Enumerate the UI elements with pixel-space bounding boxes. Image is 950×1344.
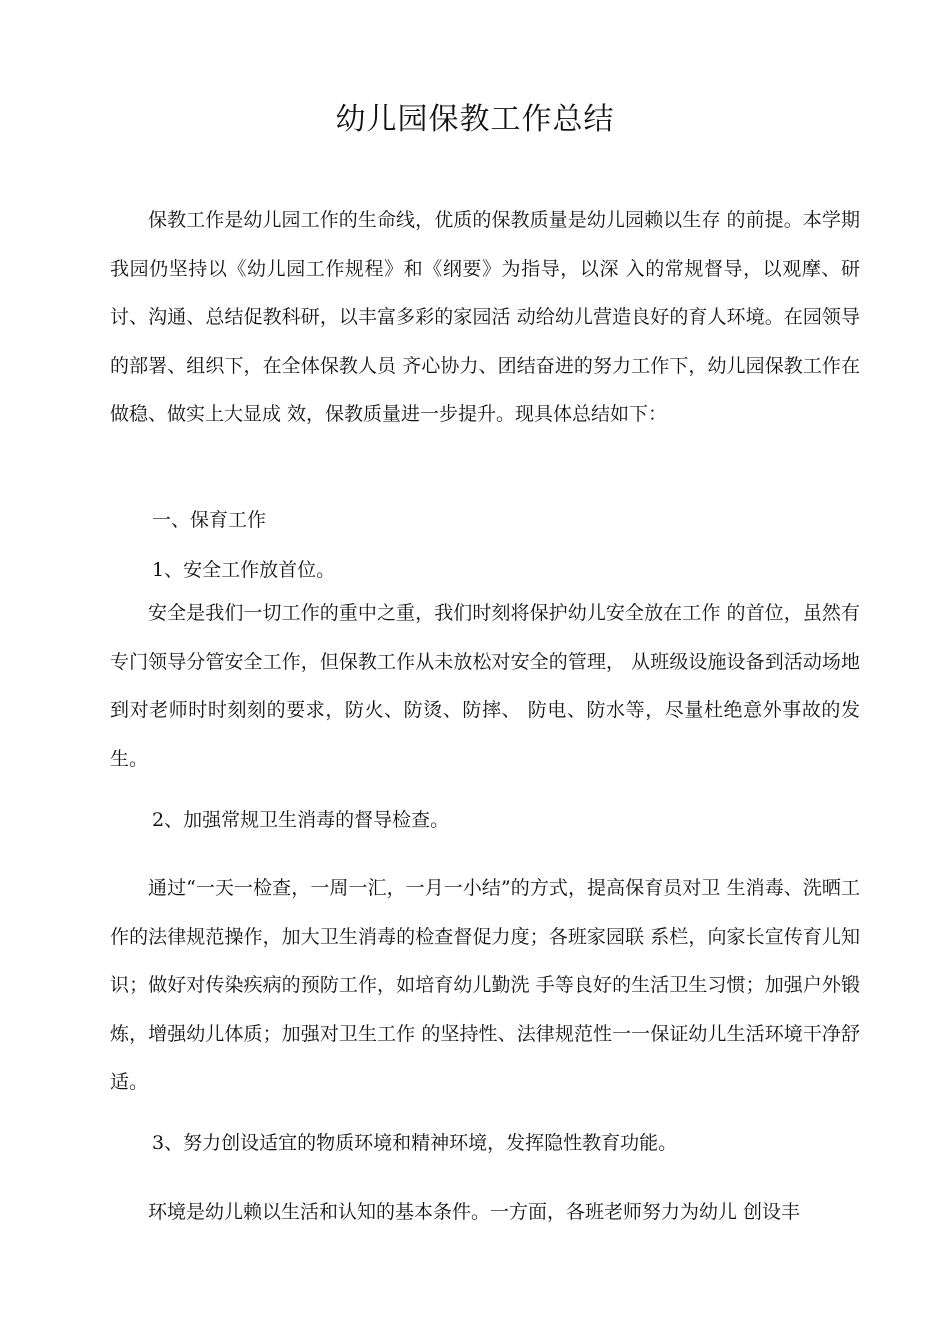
item-heading-hygiene: 2、加强常规卫生消毒的督导检查。 bbox=[152, 809, 450, 831]
section-heading-childcare: 一、保育工作 bbox=[152, 509, 267, 531]
document-title: 幼儿园保教工作总结 bbox=[335, 102, 615, 137]
hygiene-paragraph: 通过“一天一检查，一周一汇，一月一小结”的方式，提高保育员对卫 生消毒、洗晒工作的法律规范操作，加大卫生消毒的检查督促力度；各班家园联 系栏，向家长宣传育儿知识；做好对传染疾病的预防工作，如培育幼儿勤洗 手等良好的生活卫生习惯；加强户外锻炼，增强幼儿体质；加强对卫生工作 的坚持性、法律规范性一一保证幼儿生活环境干净舒适。 bbox=[110, 877, 860, 1093]
item-heading-environment: 3、努力创设适宜的物质环境和精神环境，发挥隐性教育功能。 bbox=[152, 1132, 678, 1154]
safety-paragraph: 安全是我们一切工作的重中之重，我们时刻将保护幼儿安全放在工作 的首位，虽然有专门领导分管安全工作，但保教工作从未放松对安全的管理， 从班级设施设备到活动场地到对老师时时刻刻的要求，防火、防烫、防摔、 防电、防水等，尽量杜绝意外事故的发生。 bbox=[110, 602, 860, 770]
item-heading-safety: 1、安全工作放首位。 bbox=[152, 559, 336, 581]
intro-paragraph: 保教工作是幼儿园工作的生命线，优质的保教质量是幼儿园赖以生存 的前提。本学期我园仍坚持以《幼儿园工作规程》和《纲要》为指导，以深 入的常规督导，以观摩、研讨、沟通、总结促教科研，以丰富多彩的家园活 动给幼儿营造良好的育人环境。在园领导的部署、组织下，在全体保教人员 齐心协力、团结奋进的努力工作下，幼儿园保教工作在做稳、做实上大显成 效，保教质量进一步提升。现具体总结如下： bbox=[110, 209, 860, 425]
environment-paragraph: 环境是幼儿赖以生活和认知的基本条件。一方面，各班老师努力为幼儿 创设丰 bbox=[148, 1201, 801, 1223]
